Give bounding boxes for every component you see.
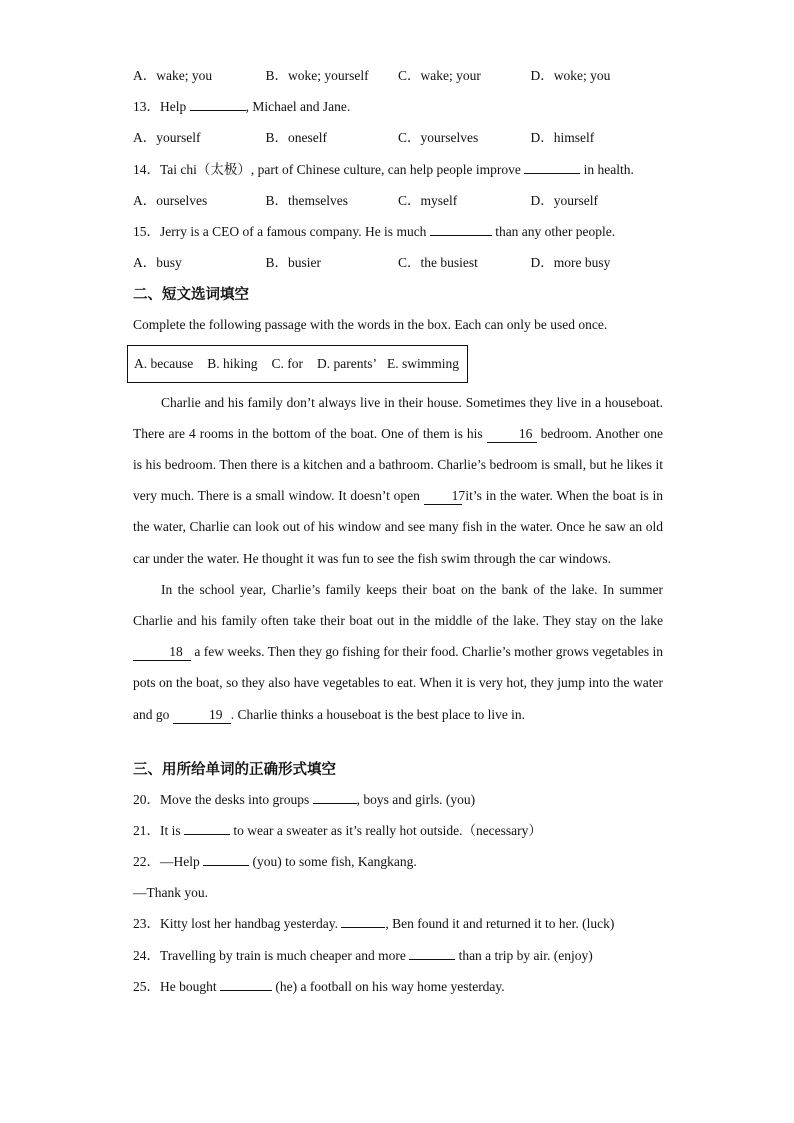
section-3-heading: 三、用所给单词的正确形式填空 — [133, 761, 336, 778]
option-a: A．busy — [133, 255, 182, 271]
question-23 — [133, 910, 663, 941]
q14-options — [133, 187, 663, 218]
passage-text: Charlie and his family don’t always live in their house. Sometimes they live in a houseboat. There are 4 rooms in the bottom of the boat. One of them is his — [133, 394, 663, 441]
q25-text-pre: 25．He bought — [133, 978, 220, 994]
passage-text: bedroom. Another one is his bedroom. Then there is a kitchen and a bathroom. Charlie’s bedroom is small, but he likes it very much. There is a small window. It doesn’t open — [133, 425, 663, 504]
option-c: C．myself — [398, 192, 458, 208]
q13-text-post: , Michael and Jane. — [245, 99, 351, 115]
passage-paragraph-1 — [133, 387, 663, 574]
q23-text-post: , Ben found it and returned it to her. (luck) — [385, 916, 615, 932]
blank-19[interactable]: 19 — [173, 707, 231, 724]
blank-17[interactable]: 17 — [424, 488, 462, 505]
worksheet-page — [133, 62, 663, 1004]
answer-blank[interactable] — [190, 95, 246, 111]
word-option: D. parents’ — [317, 355, 377, 371]
passage-text: it’s in the water. When the boat is in the water, Charlie can look out of his window and see many fish in the water. Once he saw an old car under the water. He thought it was fun to see the fish swim through the car windows. — [133, 488, 663, 566]
answer-blank[interactable] — [430, 220, 492, 236]
passage-text: In the school year, Charlie’s family keeps their boat on the bank of the lake. In summer Charlie and his family often take their boat out in the middle of the lake. They stay on the lake — [133, 581, 663, 628]
word-option: C. for — [271, 355, 303, 371]
option-d: D．more busy — [530, 255, 611, 271]
option-d: D．himself — [530, 130, 595, 146]
answer-blank[interactable] — [409, 944, 455, 960]
option-b: B．busier — [265, 255, 321, 271]
passage-text: a few weeks. Then they go fishing for their food. Charlie’s mother grows vegetables in pots on the boat, so they also have vegetables to eat. When it is very hot, they jump into the water and go — [133, 644, 663, 722]
answer-blank[interactable] — [341, 912, 385, 928]
option-b: B．woke; yourself — [265, 68, 369, 83]
q13-text-pre: 13．Help — [133, 99, 190, 115]
option-a: A．yourself — [133, 130, 201, 146]
blank-16[interactable]: 16 — [487, 426, 537, 443]
q15-text-pre: 15．Jerry is a CEO of a famous company. He is much — [133, 223, 430, 239]
question-25 — [133, 973, 663, 1004]
spacer — [133, 730, 663, 755]
option-b: B．oneself — [265, 130, 327, 146]
q15-options — [133, 249, 663, 280]
q12-options — [133, 62, 663, 93]
answer-blank[interactable] — [184, 819, 230, 835]
q23-text-pre: 23．Kitty lost her handbag yesterday. — [133, 916, 342, 932]
passage-paragraph-2 — [133, 574, 663, 730]
q13-options — [133, 124, 663, 155]
question-13 — [133, 93, 663, 124]
answer-blank[interactable] — [220, 975, 272, 991]
question-20 — [133, 786, 663, 817]
word-option: A. because — [134, 355, 194, 371]
q21-text-pre: 21．It is — [133, 822, 185, 838]
q24-text-pre: 24．Travelling by train is much cheaper and more — [133, 947, 410, 963]
q24-text-post: than a trip by air. (enjoy) — [455, 947, 593, 963]
q21-text-post: to wear a sweater as it’s really hot outside.（necessary） — [230, 822, 542, 838]
option-c: C．yourselves — [398, 130, 479, 146]
section-2-heading: 二、短文选词填空 — [133, 287, 249, 304]
answer-blank[interactable] — [203, 850, 249, 866]
answer-blank[interactable] — [313, 788, 357, 804]
q22-reply: —Thank you. — [133, 885, 208, 901]
word-option: E. swimming — [386, 355, 459, 371]
option-d: D．yourself — [530, 192, 598, 208]
word-box — [127, 345, 468, 383]
q20-text-pre: 20．Move the desks into groups — [133, 791, 313, 807]
blank-18[interactable]: 18 — [133, 644, 191, 661]
q22-text-post: (you) to some fish, Kangkang. — [249, 854, 417, 870]
q14-text-pre: 14．Tai chi（太极）, part of Chinese culture, can help people improve — [133, 161, 525, 177]
q15-text-post: than any other people. — [491, 223, 616, 239]
passage-text: . Charlie thinks a houseboat is the best place to live in. — [230, 706, 526, 722]
option-a: A．ourselves — [133, 192, 208, 208]
option-b: B．themselves — [265, 192, 348, 208]
option-d: D．woke; you — [530, 68, 611, 83]
q25-text-post: (he) a football on his way home yesterday. — [272, 978, 505, 994]
question-24 — [133, 942, 663, 973]
q20-text-post: , boys and girls. (you) — [356, 791, 476, 807]
option-c: C．the busiest — [398, 255, 478, 271]
question-22 — [133, 848, 663, 879]
option-c: C．wake; your — [398, 68, 481, 83]
word-option: B. hiking — [207, 355, 258, 371]
question-14 — [133, 156, 663, 187]
option-a: A．wake; you — [133, 68, 213, 83]
q14-text-post: in health. — [580, 161, 634, 177]
q22-text-pre: 22．—Help — [133, 854, 204, 870]
section-2-instruction: Complete the following passage with the words in the box. Each can only be used once. — [133, 317, 608, 333]
question-15 — [133, 218, 663, 249]
question-21 — [133, 817, 663, 848]
answer-blank[interactable] — [524, 158, 580, 174]
